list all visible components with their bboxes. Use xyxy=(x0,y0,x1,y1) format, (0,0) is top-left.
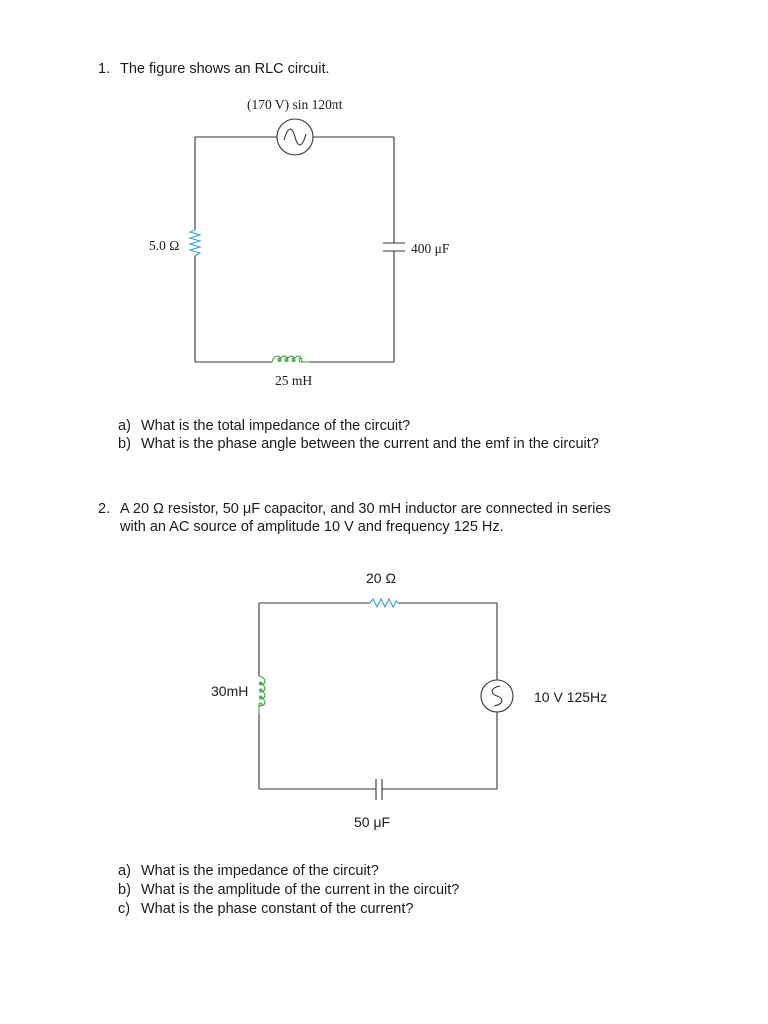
problem-2-questions xyxy=(118,862,459,918)
question-text: What is the phase constant of the current? xyxy=(141,901,414,917)
question-item xyxy=(118,900,459,918)
question-text: What is the impedance of the circuit? xyxy=(141,863,379,879)
problem-2-text-line-1: A 20 Ω resistor, 50 μF capacitor, and 30 mH inductor are connected in series xyxy=(120,501,611,517)
question-item xyxy=(118,862,459,880)
question-text: What is the total impedance of the circuit? xyxy=(141,418,411,434)
question-letter: b) xyxy=(118,436,131,452)
problem-2-wires xyxy=(259,603,497,789)
problem-1-text: The figure shows an RLC circuit. xyxy=(120,61,330,77)
problem-1-capacitor-label: 400 μF xyxy=(411,241,450,256)
problem-1-number: 1. xyxy=(98,61,111,77)
inductor-icon xyxy=(259,676,265,714)
question-text: What is the amplitude of the current in the circuit? xyxy=(141,882,460,898)
problem-2-inductor-label: 30mH xyxy=(211,683,249,699)
problem-2-text-line-2: with an AC source of amplitude 10 V and frequency 125 Hz. xyxy=(120,519,504,535)
capacitor-icon xyxy=(376,779,382,800)
question-letter: a) xyxy=(118,418,131,434)
problem-2-resistor-label: 20 Ω xyxy=(366,570,396,586)
problem-2-source-label: 10 V 125Hz xyxy=(534,689,608,705)
question-letter: c) xyxy=(118,901,131,917)
problem-1-source-label: (170 V) sin 120πt xyxy=(247,97,343,112)
problem-2-number: 2. xyxy=(98,501,111,517)
resistor-icon xyxy=(370,599,398,607)
question-text: What is the phase angle between the current and the emf in the circuit? xyxy=(141,436,599,452)
ac-source-icon xyxy=(481,680,513,712)
problem-1-inductor-label: 25 mH xyxy=(275,373,313,388)
question-letter: b) xyxy=(118,882,131,898)
problem-1-resistor-label: 5.0 Ω xyxy=(149,238,180,253)
question-item xyxy=(118,881,459,899)
question-letter: a) xyxy=(118,863,131,879)
problem-2-capacitor-label: 50 μF xyxy=(354,814,391,830)
